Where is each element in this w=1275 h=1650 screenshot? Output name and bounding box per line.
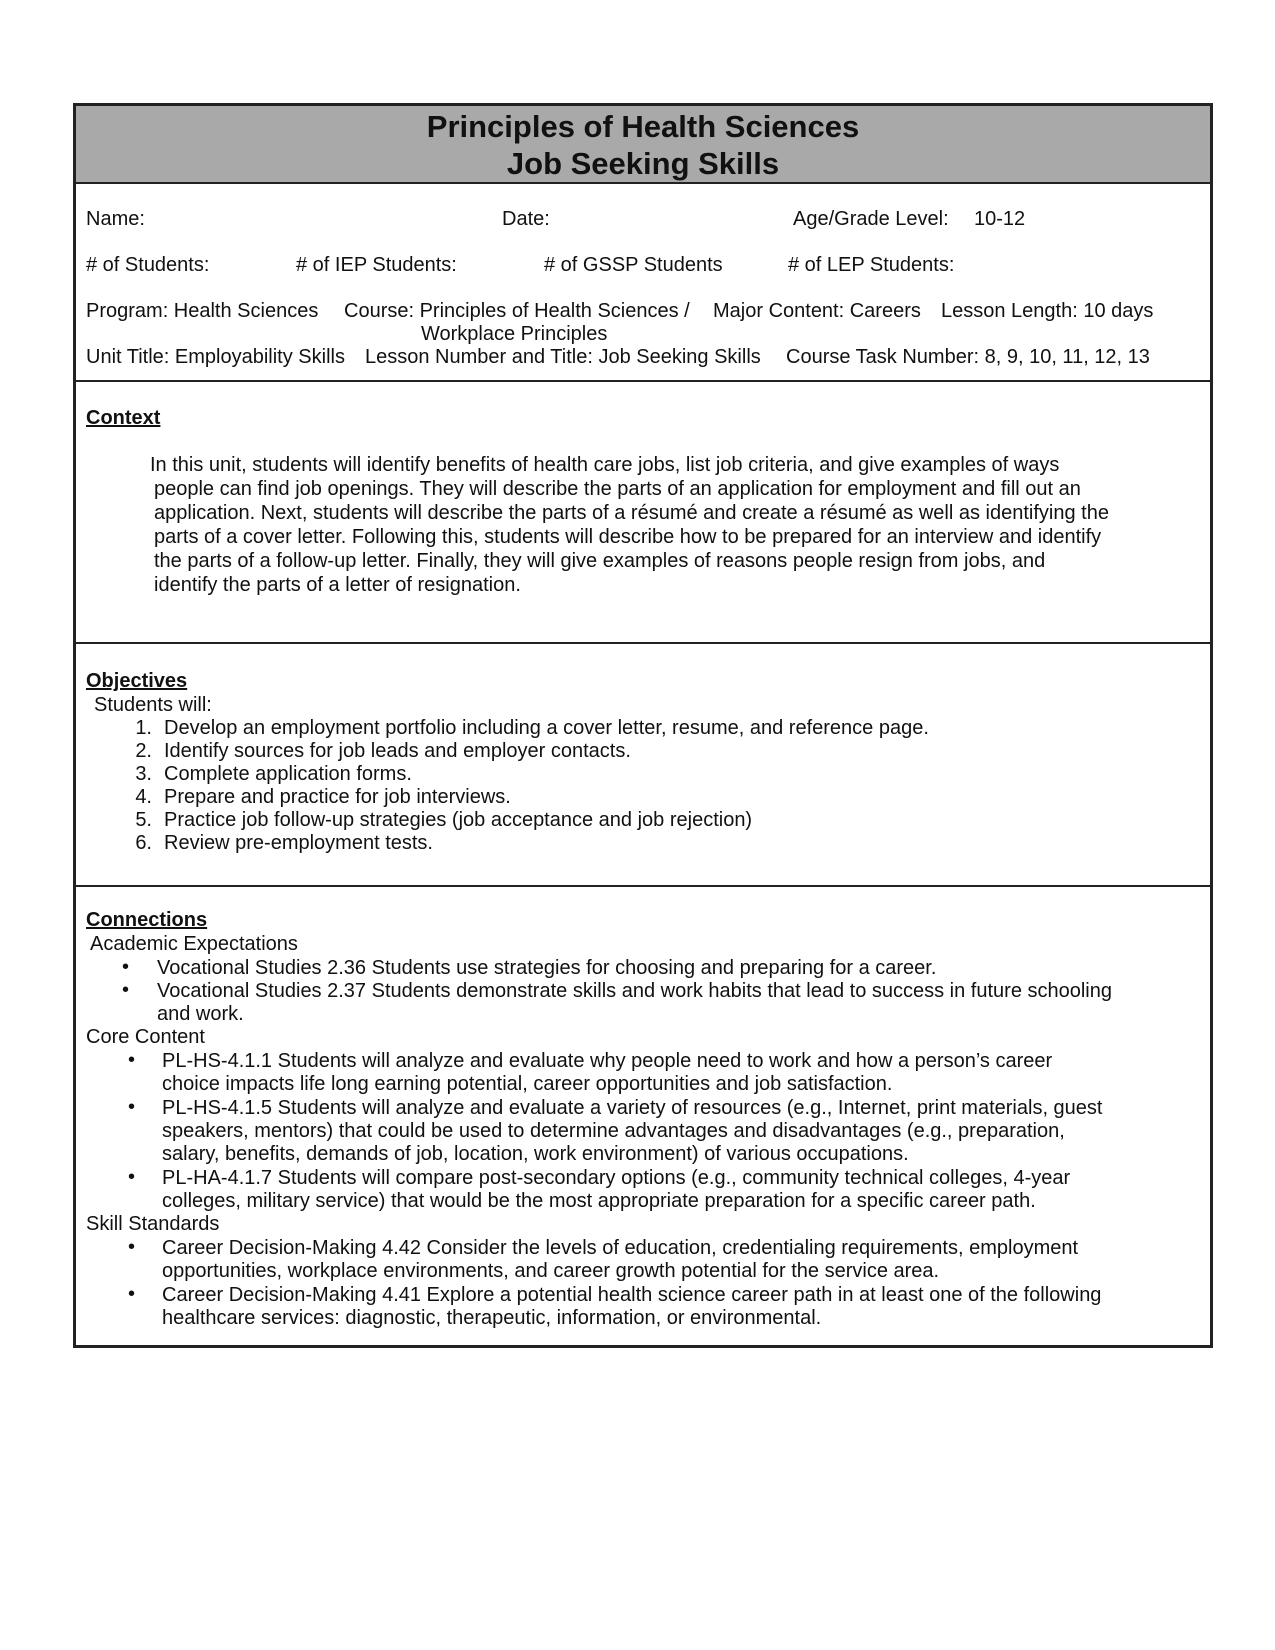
bullet-icon: •: [122, 956, 130, 978]
bullet-icon: •: [122, 979, 130, 1001]
lep-students-label: # of LEP Students:: [788, 254, 955, 276]
core-item-cont: choice impacts life long earning potential, career opportunities and job satisfaction.: [162, 1073, 893, 1095]
program-text: Program: Health Sciences: [86, 300, 319, 322]
academic-item-cont: and work.: [157, 1003, 244, 1025]
core-item-cont: colleges, military service) that would be the most appropriate preparation for a specific career path.: [162, 1190, 1036, 1212]
objectives-section: [76, 644, 1210, 887]
students-label: # of Students:: [86, 254, 210, 276]
objectives-heading: Objectives: [86, 670, 188, 692]
core-content-label: Core Content: [86, 1026, 205, 1048]
context-section: [76, 382, 1210, 644]
bullet-icon: •: [128, 1049, 136, 1071]
skill-item-cont: opportunities, workplace environments, and career growth potential for the service area.: [162, 1260, 940, 1282]
name-label: Name:: [86, 208, 145, 230]
objective-item: 3. Complete application forms.: [135, 763, 412, 785]
iep-students-label: # of IEP Students:: [296, 254, 457, 276]
academic-item: Vocational Studies 2.36 Students use strategies for choosing and preparing for a career.: [157, 957, 937, 979]
bullet-icon: •: [128, 1283, 136, 1305]
context-line: In this unit, students will identify benefits of health care jobs, list job criteria, and give examples of ways: [150, 454, 1060, 476]
lesson-title-text: Lesson Number and Title: Job Seeking Skills: [365, 346, 761, 368]
context-heading: Context: [86, 407, 161, 429]
context-line: people can find job openings. They will describe the parts of an application for employment and fill out an: [154, 478, 1081, 500]
objectives-intro: Students will:: [94, 694, 212, 716]
lesson-plan-table: [73, 103, 1213, 1348]
age-grade-value: 10-12: [974, 208, 1026, 230]
context-line: identify the parts of a letter of resignation.: [154, 574, 521, 596]
context-line: parts of a cover letter. Following this, students will describe how to be prepared for an interview and identify: [154, 526, 1102, 548]
objective-item: 6. Review pre-employment tests.: [135, 832, 433, 854]
core-item-cont: speakers, mentors) that could be used to determine advantages and disadvantages (e.g., preparation,: [162, 1120, 1065, 1142]
course-task-text: Course Task Number: 8, 9, 10, 11, 12, 13: [786, 346, 1150, 368]
age-grade-label: Age/Grade Level:: [793, 208, 949, 230]
context-paragraph: [150, 453, 1144, 597]
core-item: PL-HS-4.1.1 Students will analyze and evaluate why people need to work and how a person’s career: [162, 1050, 1053, 1072]
major-content-text: Major Content: Careers: [713, 300, 921, 322]
course-line-1: Course: Principles of Health Sciences /: [344, 300, 690, 322]
skill-item: Career Decision-Making 4.41 Explore a potential health science career path in at least one of the following: [162, 1284, 1102, 1306]
connections-section: [76, 887, 1210, 1345]
core-item: PL-HS-4.1.5 Students will analyze and evaluate a variety of resources (e.g., Internet, print materials, guest: [162, 1097, 1103, 1119]
bullet-icon: •: [128, 1096, 136, 1118]
gssp-students-label: # of GSSP Students: [544, 254, 723, 276]
bullet-icon: •: [128, 1236, 136, 1258]
skill-item-cont: healthcare services: diagnostic, therapeutic, information, or environmental.: [162, 1307, 822, 1329]
unit-title-text: Unit Title: Employability Skills: [86, 346, 345, 368]
bullet-icon: •: [128, 1166, 136, 1188]
objective-item: 4. Prepare and practice for job interviews.: [135, 786, 511, 808]
lesson-length-text: Lesson Length: 10 days: [941, 300, 1154, 322]
context-line: the parts of a follow-up letter. Finally, they will give examples of reasons people resign from jobs, and: [154, 550, 1046, 572]
core-item: PL-HA-4.1.7 Students will compare post-secondary options (e.g., community technical colleges, 4-year: [162, 1167, 1071, 1189]
skill-item: Career Decision-Making 4.42 Consider the levels of education, credentialing requirements, employment: [162, 1237, 1079, 1259]
objective-item: 1. Develop an employment portfolio including a cover letter, resume, and reference page.: [135, 717, 929, 739]
course-line-2: Workplace Principles: [421, 323, 608, 345]
academic-expectations-label: Academic Expectations: [90, 933, 298, 955]
title-line-2: Job Seeking Skills: [506, 146, 780, 181]
skill-standards-label: Skill Standards: [86, 1213, 220, 1235]
objective-item: 2. Identify sources for job leads and employer contacts.: [135, 740, 631, 762]
date-label: Date:: [502, 208, 550, 230]
objective-item: 5. Practice job follow-up strategies (job acceptance and job rejection): [135, 809, 753, 831]
core-item-cont: salary, benefits, demands of job, location, work environment) of various occupations.: [162, 1143, 909, 1165]
info-section: [76, 184, 1210, 382]
title-header: [76, 106, 1210, 184]
title-line-1: Principles of Health Sciences: [426, 109, 860, 144]
academic-item: Vocational Studies 2.37 Students demonstrate skills and work habits that lead to success in future schooling: [157, 980, 1112, 1002]
context-line: application. Next, students will describe the parts of a résumé and create a résumé as well as identifying the: [154, 502, 1109, 524]
connections-heading: Connections: [86, 909, 208, 931]
